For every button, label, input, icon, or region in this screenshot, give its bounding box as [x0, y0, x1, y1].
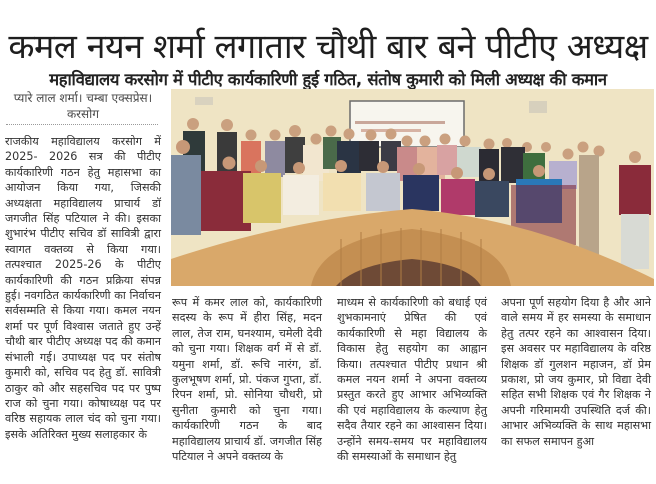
headline: कमल नयन शर्मा लगातार चौथी बार बने पीटीए अध्यक्ष — [8, 26, 648, 67]
group-photo — [171, 89, 654, 286]
article-column-3: माध्यम से कार्यकारिणी को बधाई एवं शुभकामनाएं प्रेषित की एवं कार्यकारिणी से महा विद्यालय के विकास हेतु सहयोग का आह्वान किया। तत्पश्चात पीटीए प्रधान श्री कमल नयन शर्मा ने अपना वक्तव्य प्रस्तुत करते हुए आभार अभिव्यक्ति की एवं महाविद्यालय के कल्याण हेतु सदैव तैयार रहने का आश्वासन दिया। उन्होंने समय-समय पर महाविद्यालय की समस्याओं के समाधान हेतु — [337, 296, 487, 464]
article-column-2: रूप में कमर लाल को, कार्यकारिणी सदस्य के रूप में हीरा सिंह, मदन लाल, तेज राम, घनश्याम, चमेली देवी को चुना गया। शिक्षक वर्ग में से डॉ. यमुना शर्मा, डॉ. रूचि नारंग, डॉ. कुलभूषण शर्मा, प्रो. पंकज गुप्ता, डॉ. रिपन शर्मा, प्रो. सोनिया चौधरी, प्रो सुनीता कुमारी को चुना गया। कार्यकारिणी गठन के बाद महाविद्यालय प्राचार्य डॉ. जगजीत सिंह पटियाल ने अपने वक्तव्य के — [172, 296, 322, 464]
subheadline: महाविद्यालय करसोग में पीटीए कार्यकारिणी हुई गठित, संतोष कुमारी को मिली अध्यक्ष की कमान — [49, 69, 607, 89]
byline-divider — [6, 124, 158, 125]
article-column-4: अपना पूर्ण सहयोग दिया है और आने वाले समय में हर समस्या के समाधान हेतु तत्पर रहने का आश्वासन दिया। इस अवसर पर महाविद्यालय के वरिष्ठ शिक्षक डॉ गुलशन महाजन, डॉ प्रेम प्रकाश, प्रो जय कुमार, प्रो विद्या देवी सहित सभी शिक्षक एवं गैर शिक्षक ने अपनी गरिमामयी उपस्थिति दर्ज की। आभार अभिव्यक्ति के साथ महासभा का सफल समापन हुआ — [501, 296, 651, 448]
article-column-1: राजकीय महाविद्यालय करसोग में 2025- 2026 सत्र की पीटीए कार्यकारिणी गठन हेतु महासभा का आयोजन किया गया, जिसकी अध्यक्षता महाविद्यालय प्राचार्य डॉ जगजीत सिंह पटियाल ने की। इसका शुभारंभ पीटीए सचिव डॉ सावित्री द्वारा स्वागत वक्तव्य से किया गया। तत्पश्चात 2025-26 के पीटीए कार्यकारिणी की गठन प्रक्रिया संपन्न हुई। नवगठित कार्यकारिणी का निर्वाचन सर्वसम्मति से किया गया। कमल नयन शर्मा पर पूर्ण विश्वास जताते हुए उन्हें चौथी बार पीटीए अध्यक्ष पद की कमान संभाली गई। उपाध्यक्ष पद पर संतोष कुमारी को, सचिव पद हेतु डॉ. सावित्री ठाकुर को और सहसचिव पद पर पुष्प राज को चुना गया। कोषाध्यक्ष पद पर वरिष्ठ सहायक लाल चंद को चुना गया। इसके अतिरिक्त मुख्य सलाहकार के — [5, 135, 161, 441]
byline-location: करसोग — [66, 107, 100, 121]
byline-author-publication: प्यारे लाल शर्मा। चम्बा एक्सप्रेस। — [13, 91, 153, 105]
group-photo-illustration — [171, 89, 654, 286]
byline — [4, 90, 162, 122]
